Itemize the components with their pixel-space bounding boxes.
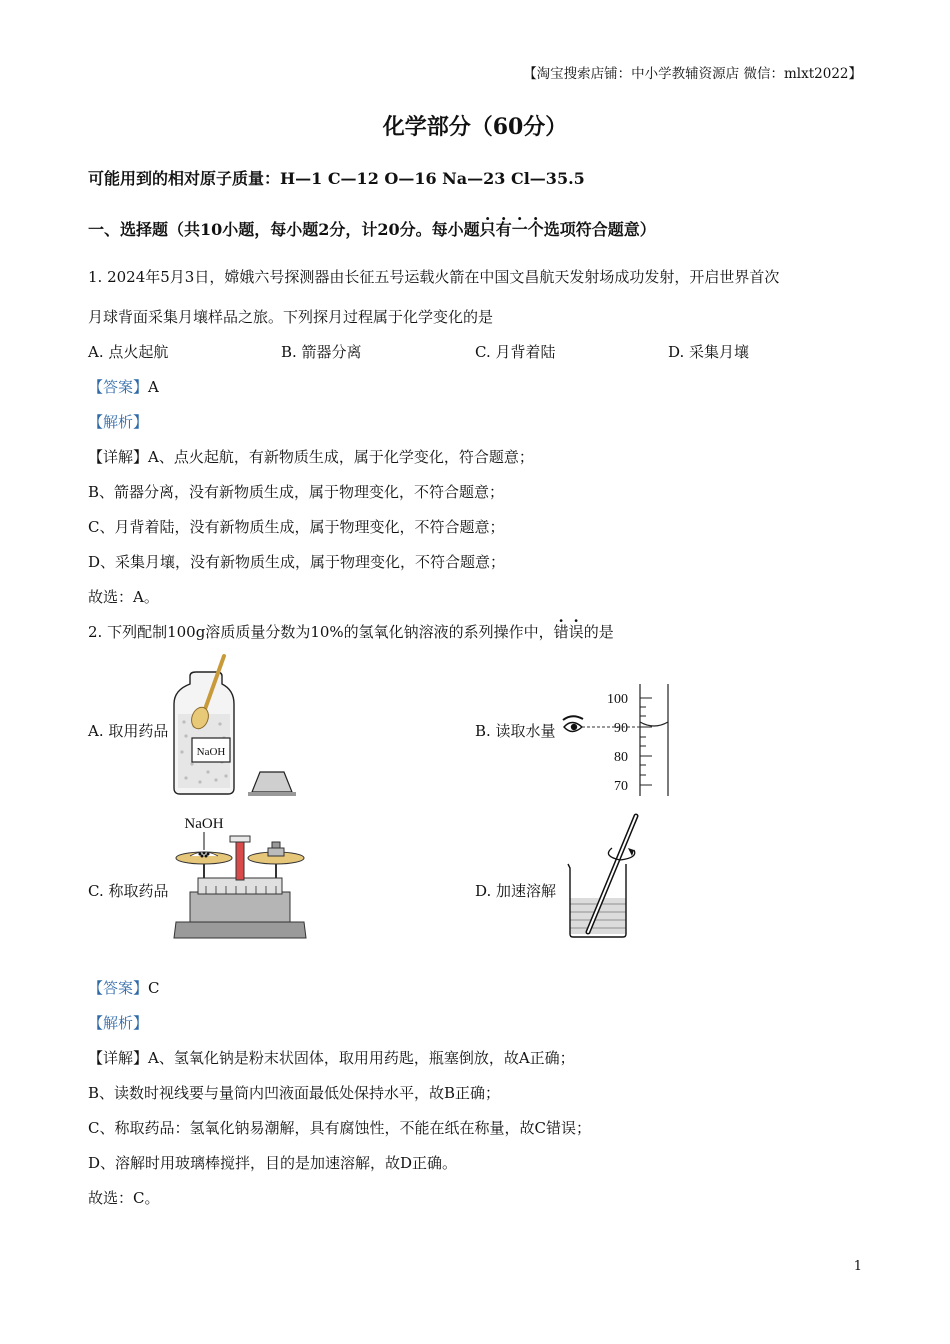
q2-option-b: B. 读取水量 xyxy=(475,722,556,740)
detail-text: A、氢氧化钠是粉末状固体，取用用药匙，瓶塞倒放，故A正确； xyxy=(148,1049,575,1067)
q1-answer xyxy=(88,376,159,397)
q1-detail-d: D、采集月壤，没有新物质生成，属于物理变化，不符合题意； xyxy=(88,553,506,571)
q1-option-d: D. 采集月壤 xyxy=(668,343,750,361)
eye-icon xyxy=(563,716,583,731)
q1-stem-line2: 月球背面采集月壤样品之旅。下列探月过程属于化学变化的是 xyxy=(88,308,494,326)
q2-option-d: D. 加速溶解 xyxy=(475,882,557,900)
beaker-stirring-figure xyxy=(562,812,652,940)
emph-char: 个 xyxy=(527,220,544,239)
answer-value: C xyxy=(148,979,160,997)
tick-label: 90 xyxy=(614,721,628,736)
bottle-label-text: NaOH xyxy=(196,746,226,758)
tick-label: 70 xyxy=(614,779,628,794)
q2-option-c: C. 称取药品 xyxy=(88,882,169,900)
detail-text: A、点火起航，有新物质生成，属于化学变化，符合题意； xyxy=(148,448,534,466)
page-number: 1 xyxy=(853,1259,862,1274)
q2-detail-b: B、读数时视线要与量筒内凹液面最低处保持水平，故B正确； xyxy=(88,1084,501,1102)
section-heading-after: 选项符合题意） xyxy=(543,220,656,239)
header-note: 【淘宝搜索店铺：中小学教辅资源店 微信：mlxt2022】 xyxy=(523,66,862,82)
cylinder-reading-figure xyxy=(560,682,672,800)
balance-label-text: NaOH xyxy=(184,816,224,832)
section-heading xyxy=(88,217,656,240)
q2-option-a: A. 取用药品 xyxy=(88,722,169,740)
q1-analysis-tag: 【解析】 xyxy=(88,413,149,431)
emph-char: 只 xyxy=(479,220,496,239)
q1-option-a: A. 点火起航 xyxy=(88,343,169,361)
q2-stem-before: 2. 下列配制100g溶质质量分数为10%的氢氧化钠溶液的系列操作中， xyxy=(88,623,554,641)
answer-tag: 【答案】 xyxy=(88,378,149,396)
q2-detail-a xyxy=(88,1047,575,1068)
atomic-masses: 可能用到的相对原子质量：H—1 C—12 O—16 Na—23 Cl—35.5 xyxy=(88,169,585,188)
q1-option-c: C. 月背着陆 xyxy=(475,343,556,361)
q1-detail-c: C、月背着陆，没有新物质生成，属于物理变化，不符合题意； xyxy=(88,518,505,536)
tick-label: 80 xyxy=(614,750,628,765)
balance-figure xyxy=(170,812,310,942)
reagent-bottle-figure xyxy=(172,652,298,798)
emph-char: 误 xyxy=(568,623,584,641)
q1-conclusion: 故选：A。 xyxy=(88,588,159,606)
emph-char: 一 xyxy=(511,220,528,239)
q2-analysis-tag: 【解析】 xyxy=(88,1014,149,1032)
q2-answer xyxy=(88,977,160,998)
detail-tag: 【详解】 xyxy=(88,448,149,466)
q1-option-b: B. 箭器分离 xyxy=(281,343,362,361)
answer-tag: 【答案】 xyxy=(88,979,149,997)
detail-tag: 【详解】 xyxy=(88,1049,149,1067)
emph-char: 错 xyxy=(553,623,569,641)
page-title: 化学部分（60分） xyxy=(382,114,568,140)
q2-stem-after: 的是 xyxy=(583,623,614,641)
q2-detail-c: C、称取药品：氢氧化钠易潮解，具有腐蚀性，不能在纸在称量，故C错误； xyxy=(88,1119,591,1137)
section-heading-before: 一、选择题（共10小题，每小题2分，计20分。每小题 xyxy=(88,220,480,239)
tick-label: 100 xyxy=(607,692,628,707)
answer-value: A xyxy=(148,378,159,396)
q1-detail-a xyxy=(88,446,534,467)
q2-stem xyxy=(88,621,614,642)
q1-detail-b: B、箭器分离，没有新物质生成，属于物理变化，不符合题意； xyxy=(88,483,505,501)
q2-conclusion: 故选：C。 xyxy=(88,1189,160,1207)
q1-stem-line1: 1. 2024年5月3日，嫦娥六号探测器由长征五号运载火箭在中国文昌航天发射场成功发射，开启世界首次 xyxy=(88,268,780,286)
q2-detail-d: D、溶解时用玻璃棒搅拌，目的是加速溶解，故D正确。 xyxy=(88,1154,458,1172)
emph-char: 有 xyxy=(495,220,512,239)
